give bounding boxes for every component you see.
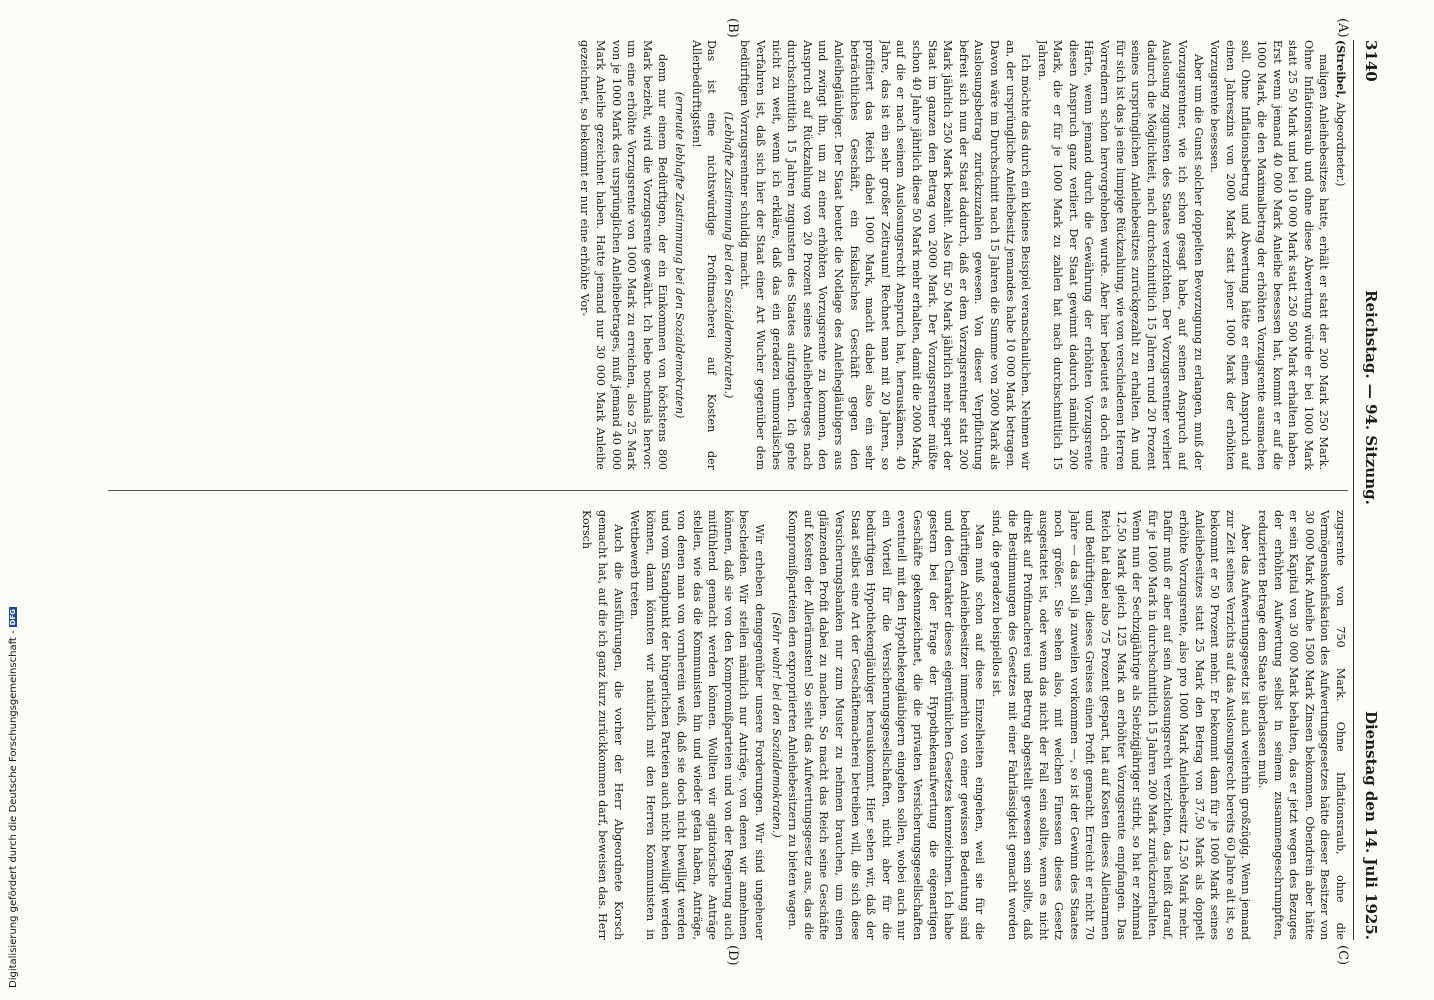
- speaker-line: (Streibel, Abgeordneter.): [1334, 40, 1347, 187]
- dfg-logo: DFG: [9, 609, 17, 626]
- digitization-footer: Digitalisierung gefördert durch die Deutsche Forschungsgemeinschaft -DFG: [8, 609, 19, 988]
- left-column: [108, 40, 1348, 470]
- paragraph: Wir erheben demgegenüber unsere Forderungen. Wir sind ungeheuer bescheiden. Wir stellen nämlich nur Anträge, von denen wir annehmen können, daß sie von den Kompromißparteien und von der Regierung auch mitfühlend gemacht werden können. Wollten wir agitatorische Anträge stellen, wie das die Kommunisten hin und wieder getan haben, Anträge, von denen man von vornherein weiß, daß sie doch nicht bewilligt werden und vom Standpunkt der bürgerlichen Parteien auch nicht bewilligt werden können, dann könnten wir natürlich mit den Herren Kommunisten in Wettbewerb treten.: [628, 510, 767, 940]
- paragraph: Aber das Aufwertungsgesetz ist auch weiterhin großzügig. Wenn jemand zur Zeit seines Verzichts auf das Auslosungsrecht bereits 60 Jahre alt ist, so bekommt er 50 Prozent mehr. Er bekommt dann für je 1000 Mark seines Anleihebesitzes statt 25 Mark den Betrag von 37,50 Mark als doppelt erhöhte Vorzugsrente, also pro 1000 Mark Anleihebesitz 12,50 Mark mehr. Dafür muß er aber auf sein Auslosungsrecht verzichten, das heißt darauf, für je 1000 Mark in durchschnittlich 15 Jahren 200 Mark zurückzuerhalten. Wenn nun der Sechzigjährige als Siebzigjähriger stirbt, so hat er zehnmal 12,50 Mark gleich 125 Mark an erhöhter Vorzugsrente empfangen. Das Reich hat dabei also 75 Prozent gespart, hat auf Kosten dieses Alleinarmen und Bedürftigen, dieses Greises einen Profit gemacht. Erreicht er nicht 70 Jahre — das soll ja zuweilen vorkommen —, so ist der Gewinn des Staates noch größer. Sie sehen also, mit welchen Finessen dieses Gesetz ausgestattet ist, oder wenn das nicht der Fall sein sollte, wenn es nicht direkt auf Profitmacherei und Betrug abgestellt gewesen sein sollte, daß die Bestimmungen des Gesetzes mit einer Fahrlässigkeit gemacht worden sind, die geradezu beispiellos ist.: [989, 510, 1253, 940]
- paragraph: denn nur einem Bedürftigen, der ein Einkommen von höchstens 800 Mark bezieht, wird die Vorzugsrente gewährt. Ich hebe nochmals hervor: um eine erhöhte Vorzugsrente von 1000 Mark zu erreichen, also 25 Mark von je 1000 Mark des ursprünglichen Anleihebetrages, muß jemand 40 000 Mark Anleihe gezeichnet haben. Hatte jemand nur 30 000 Mark Anleihe gezeichnet, so bekommt er nur eine erhöhte Vor-: [578, 40, 670, 470]
- running-header: [1358, 40, 1380, 940]
- paragraph: Man muß schon auf diese Einzelheiten eingehen, weil sie für die bedürftigen Anleihebesitzer immerhin von einer gewissen Bedeutung sind und den Charakter dieses eigentümlichen Gesetzes kennzeichnen. Ich habe gestern bei der Frage der Hypothekenaufwertung die eigenartigen Geschäfte gekennzeichnet, die die privaten Versicherungsgesellschaften eventuell mit den Hypothekengläubigern eingehen sollen, wobei auch nur ein Vorteil für die Versicherungsgesellschaften, nicht aber für die bedürftigen Hypothekengläubiger herauskommt. Hier sehen wir, daß der Staat selbst eine Art der Geschäftemacherei betreiben will, die sich diese Versicherungsbanken nur zum Muster zu nehmen brauchen, um einen glänzenden Profit dabei zu machen. So macht das Reich seine Geschäfte auf Kosten der Allerärmsten! So sieht das Aufwertungsgesetz aus, das die Kompromißparteien den expropriierten Anleihebesitzern zu bieten wagen.: [786, 510, 987, 940]
- header-rule: [1353, 40, 1354, 940]
- session-date: Dienstag den 14. Juli 1925.: [1362, 710, 1380, 940]
- paragraph: maligen Anleihebesitzes hatte, erhält er statt der 200 Mark 250 Mark. Ohne Inflationsraub und ohne diese Abwertung würde er bei 1000 Mark statt 25 50 Mark und bei 10 000 Mark statt 250 500 Mark erhalten haben. Erst wenn jemand 40 000 Mark Anleihe besessen hat, kommt er auf die 1000 Mark, die den Maximalbetrag der erhöhten Vorzugsrente ausmachen soll. Ohne Inflationsbetrug und Abwertung hätte er einen Anspruch auf einen Jahreszins von 2000 Mark statt jener 1000 Mark der erhöhten Vorzugsrente besessen.: [1208, 40, 1331, 470]
- margin-marker-c: (C): [1335, 945, 1350, 966]
- paragraph: Das ist eine nichtswürdige Profitmacherei auf Kosten der Allerbedürftigsten!: [689, 40, 719, 470]
- paragraph: zugsrente von 750 Mark. Ohne Inflationsraub, ohne die Vermögenskonfiskation des Aufwertungsgesetzes hätte dieser Besitzer von 30 000 Mark Anleihe 1500 Mark Zinsen bekommen. Obendrein aber hätte er sein Kapital von 30 000 Mark behalten, das er jetzt wegen des Bezuges der erhöhten Aufwertung selbst in seinem zusammengeschrumpften, reduzierten Betrage dem Staate überlassen muß.: [1256, 510, 1347, 940]
- margin-marker-a: (A): [1335, 18, 1350, 38]
- paragraph: Auch die Ausführungen, die vorher der Herr Abgeordnete Korsch gemacht hat, auf die ich ganz kurz zurückkommen darf, beweisen das. Herr Korsch: [580, 510, 625, 940]
- interjection: (Lebhafte Zustimmung bei den Sozialdemokraten.): [721, 111, 735, 399]
- page-number: 3140: [1362, 40, 1380, 82]
- session-title: Reichstag. — 94. Sitzung.: [1362, 290, 1380, 505]
- interjection: (erneute lebhafte Zustimmung bei den Sozialdemokraten): [673, 91, 687, 419]
- paragraph: Ich möchte das durch ein kleines Beispiel veranschaulichen. Nehmen wir an, der ursprüngliche Anleihebesitz jemandes habe 10 000 Mark betragen. Davon wäre im Durchschnitt nach 15 Jahren die Summe von 2000 Mark als Auslosungsbetrag zurückzuzahlen gewesen. Von dieser Verpflichtung befreit sich nun der Staat dadurch, daß er dem Vorzugsrentner statt 200 Mark jährlich 250 Mark bezahlt. Also für 50 Mark jährlich mehr spart der Staat im ganzen den Betrag von 2000 Mark. Der Vorzugsrentner müßte schon 40 Jahre jährlich diese 50 Mark mehr erhalten, damit die 2000 Mark, auf die er nach seinem Auslosungsrecht Anspruch hat, herauskämen. 40 Jahre, das ist ein sehr großer Zeitraum! Rechnet man mit 20 Jahren, so profitiert das Reich dabei 1000 Mark, macht dabei also ein sehr beträchtliches Geschäft, ein fiskalisches Geschäft gegen den Anleihegläubiger. Der Staat beutet die Notlage des Anleihegläubigers aus und zwingt ihn, um zu einer erhöhten Vorzugsrente zu kommen, den Anspruch auf Rückzahlung von 20 Prozent seines Anleihebetrages nach durchschnittlich 15 Jahren zugunsten des Staates aufzugeben. Ich gehe nicht zu weit, wenn ich erkläre, daß das ein geradezu unmoralisches Verfahren ist, daß sich hier der Staat einer Art Wucher gegenüber dem bedürftigen Vorzugsrentner schuldig macht.: [738, 40, 1033, 470]
- interjection: (Sehr wahr! bei den Sozialdemokraten.): [769, 612, 783, 838]
- paragraph: Aber um die Gunst solcher doppelten Bevorzugung zu erlangen, muß der Vorzugsrentner, wie ich schon gesagt habe, auf seinen Anspruch auf Auslosung zugunsten des Staates verzichten. Der Vorzugsrentner verliert dadurch die Möglichkeit, nach durchschnittlich 15 Jahren rund 20 Prozent seines ursprünglichen Anleihebesitzes zurückgezahlt zu erhalten. An und für sich ist das ja eine lumpige Rückzahlung, wie von verschiedenen Herren Vorrednern schon hervorgehoben wurde. Aber hier bedeutet es doch eine Härte, wenn jemand durch die Gewährung der erhöhten Vorzugsrente diesen Anspruch ganz verliert. Der Staat gewinnt dadurch nämlich 200 Mark, die er für je 1000 Mark zu zahlen hat nach durchschnittlich 15 Jahren.: [1035, 40, 1205, 470]
- margin-marker-d: (D): [725, 945, 740, 966]
- column-separator: [108, 490, 1348, 491]
- right-column: [108, 510, 1348, 940]
- rotated-content: [90, 18, 1380, 966]
- margin-marker-b: (B): [725, 18, 740, 38]
